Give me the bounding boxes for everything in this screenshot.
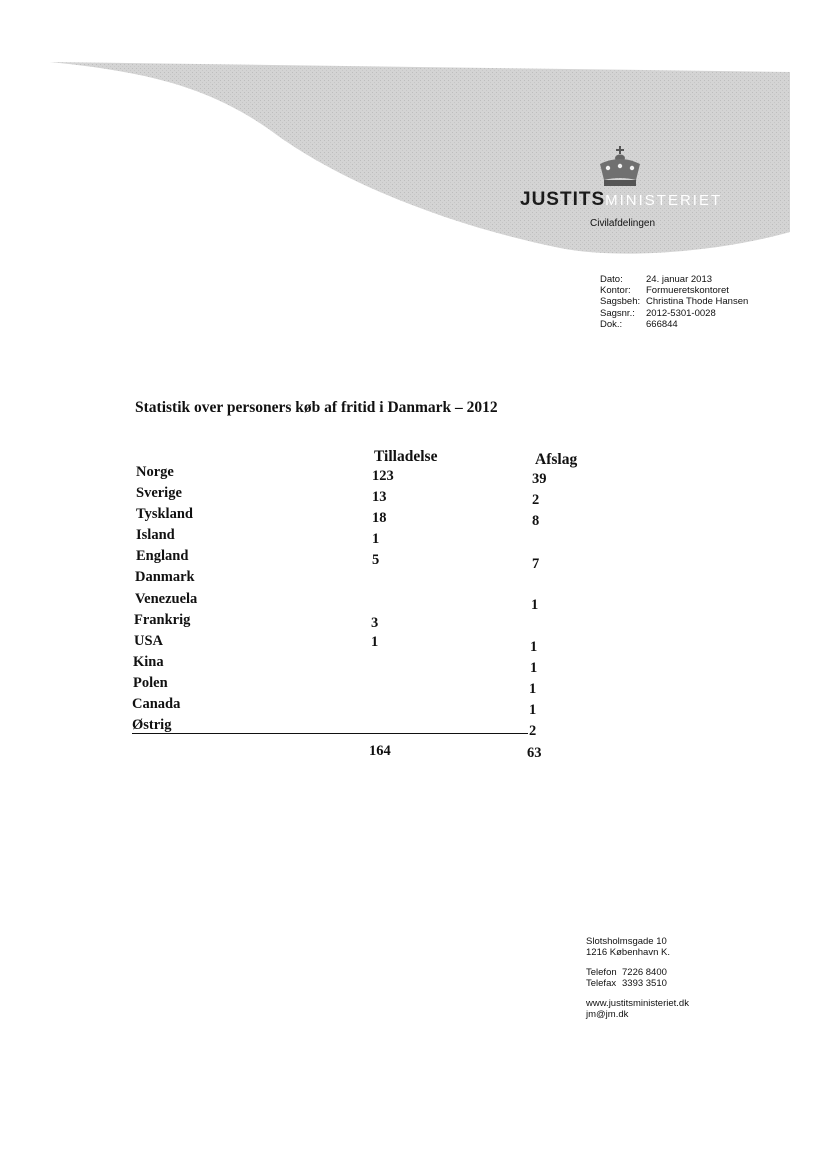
afslag-cell: 1 xyxy=(529,702,537,718)
telefax-label: Telefax xyxy=(586,978,617,990)
total-afslag: 63 xyxy=(527,745,542,761)
meta-value: 666844 xyxy=(646,318,678,330)
country-cell: Sverige xyxy=(136,485,182,501)
meta-row-sagsbeh xyxy=(600,296,748,307)
afslag-cell: 2 xyxy=(529,723,537,739)
meta-row-sagsnr xyxy=(600,308,748,319)
meta-label: Sagsnr.: xyxy=(600,307,635,319)
country-cell: England xyxy=(136,548,189,564)
country-cell: Frankrig xyxy=(134,612,191,628)
meta-value: 24. januar 2013 xyxy=(646,274,713,285)
logo-dark-text: JUSTITS xyxy=(520,189,606,210)
tilladelse-cell: 5 xyxy=(372,552,380,568)
tilladelse-cell: 13 xyxy=(372,489,387,505)
column-header-tilladelse: Tilladelse xyxy=(374,448,438,465)
meta-label: Dok.: xyxy=(600,318,623,330)
tilladelse-cell: 123 xyxy=(372,468,394,484)
telefon-row xyxy=(586,967,689,978)
afslag-cell: 8 xyxy=(532,513,540,529)
tilladelse-cell: 18 xyxy=(372,510,387,526)
meta-value: Christina Thode Hansen xyxy=(646,296,749,308)
country-cell: Polen xyxy=(133,675,168,691)
address-line-2: 1216 København K. xyxy=(586,947,670,959)
email-link[interactable]: jm@jm.dk xyxy=(586,1009,629,1021)
tilladelse-cell: 1 xyxy=(372,531,380,547)
header-wave-band xyxy=(0,0,828,270)
afslag-cell: 1 xyxy=(529,681,537,697)
meta-row-dok xyxy=(600,319,748,330)
tilladelse-cell: 3 xyxy=(371,615,379,631)
logo-light-text: MINISTERIET xyxy=(605,192,723,209)
country-cell: Canada xyxy=(132,696,181,712)
meta-label: Sagsbeh: xyxy=(600,296,641,308)
country-cell: Tyskland xyxy=(136,506,193,522)
telefax-value: 3393 3510 xyxy=(622,978,667,990)
country-cell: USA xyxy=(134,633,164,649)
meta-label: Dato: xyxy=(600,274,623,285)
website-link[interactable]: www.justitsministeriet.dk xyxy=(586,997,689,1009)
total-tilladelse: 164 xyxy=(369,743,391,759)
afslag-cell: 7 xyxy=(532,556,540,572)
ministry-logo xyxy=(520,189,722,211)
country-cell: Kina xyxy=(133,654,164,670)
meta-row-dato xyxy=(600,274,748,285)
afslag-cell: 39 xyxy=(532,471,547,487)
country-cell: Island xyxy=(136,527,175,543)
sum-rule xyxy=(132,733,528,734)
telefon-label: Telefon xyxy=(586,966,617,978)
country-cell: Danmark xyxy=(135,569,195,585)
afslag-cell: 2 xyxy=(532,492,540,508)
footer-contact xyxy=(586,936,689,1020)
telefax-row xyxy=(586,978,689,989)
column-header-afslag: Afslag xyxy=(535,451,578,468)
afslag-cell: 1 xyxy=(530,660,538,676)
afslag-cell: 1 xyxy=(530,639,538,655)
document-metadata xyxy=(600,274,748,330)
meta-label: Kontor: xyxy=(600,285,631,297)
address-line-1: Slotsholmsgade 10 xyxy=(586,936,667,947)
country-cell: Norge xyxy=(136,464,174,480)
department-name: Civilafdelingen xyxy=(590,218,656,229)
document-title: Statistik over personers køb af fritid i Danmark – 2012 xyxy=(135,399,498,416)
meta-row-kontor xyxy=(600,285,748,296)
meta-value: Formueretskontoret xyxy=(646,285,729,297)
crown-icon xyxy=(596,146,644,190)
tilladelse-cell: 1 xyxy=(371,634,379,650)
afslag-cell: 1 xyxy=(531,597,539,613)
country-cell: Østrig xyxy=(132,717,172,733)
telefon-value: 7226 8400 xyxy=(622,966,667,978)
country-cell: Venezuela xyxy=(135,591,198,607)
meta-value: 2012-5301-0028 xyxy=(646,307,716,319)
